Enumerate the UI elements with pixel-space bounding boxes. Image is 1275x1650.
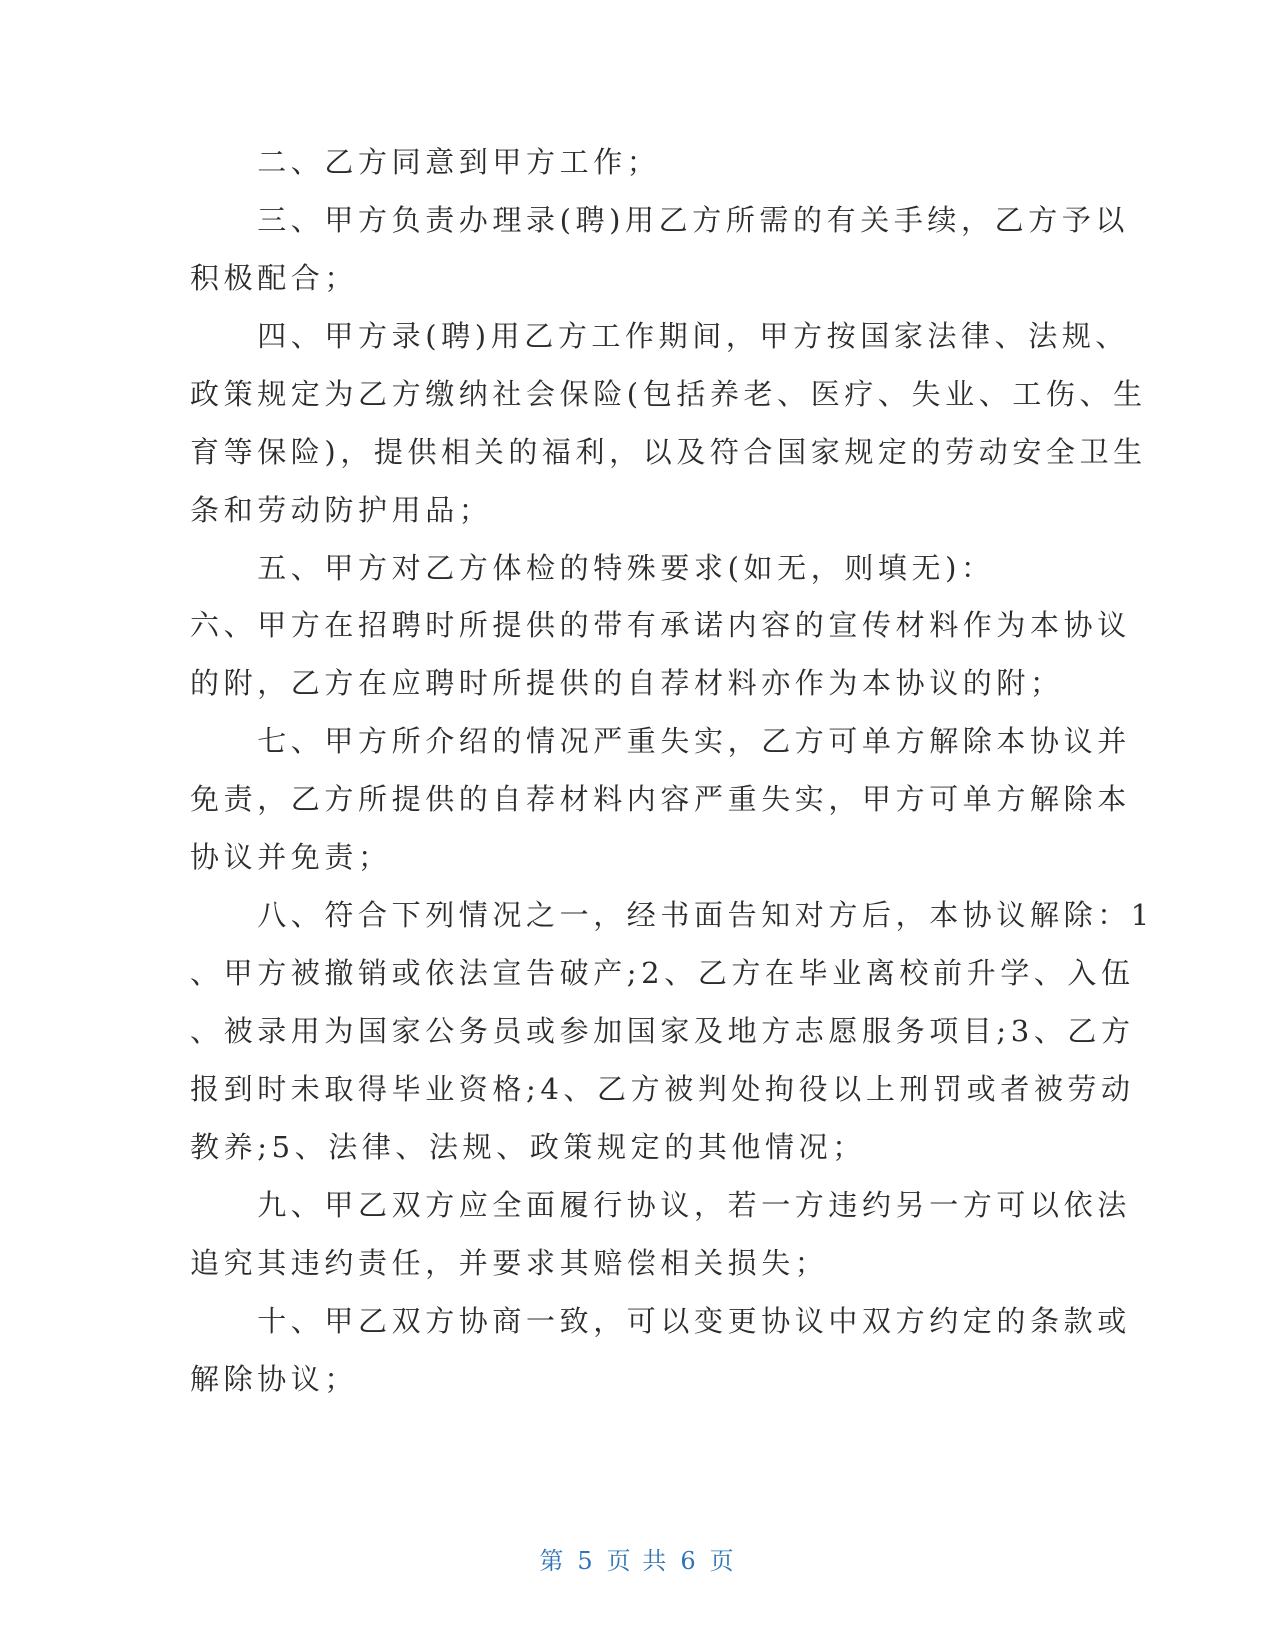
text-line: 八、符合下列情况之一，经书面告知对方后，本协议解除：1 (190, 898, 1154, 932)
text-line: 政策规定为乙方缴纳社会保险(包括养老、医疗、失业、工伤、生 (190, 377, 1147, 411)
text-line: 四、甲方录(聘)用乙方工作期间，甲方按国家法律、法规、 (190, 319, 1130, 353)
text-line: 、被录用为国家公务员或参加国家及地方志愿服务项目;3、乙方 (190, 1014, 1135, 1048)
text-line: 追究其违约责任，并要求其赔偿相关损失； (190, 1246, 829, 1280)
text-line: 积极配合； (190, 261, 359, 295)
text-line: 解除协议； (190, 1362, 359, 1396)
text-line: 二、乙方同意到甲方工作； (190, 145, 661, 179)
footer-current-page: 5 (577, 1547, 595, 1575)
text-line: 报到时未取得毕业资格;4、乙方被判处拘役以上刑罚或者被劳动 (190, 1072, 1135, 1106)
text-line: 免责，乙方所提供的自荐材料内容严重失实，甲方可单方解除本 (190, 782, 1131, 816)
text-line: 的附，乙方在应聘时所提供的自荐材料亦作为本协议的附； (190, 666, 1064, 700)
text-line: 七、甲方所介绍的情况严重失实，乙方可单方解除本协议并 (190, 724, 1131, 758)
text-line: 五、甲方对乙方体检的特殊要求(如无，则填无)： (190, 551, 995, 585)
text-line: 三、甲方负责办理录(聘)用乙方所需的有关手续，乙方予以 (190, 203, 1130, 237)
page-footer (0, 1541, 1275, 1576)
text-line: 条和劳动防护用品； (190, 493, 493, 527)
text-line: 、甲方被撤销或依法宣告破产;2、乙方在毕业离校前升学、入伍 (190, 956, 1135, 990)
footer-label-end: 页 (709, 1547, 736, 1575)
footer-label-page: 第 (539, 1547, 566, 1575)
text-line: 九、甲乙双方应全面履行协议，若一方违约另一方可以依法 (190, 1188, 1131, 1222)
footer-total-pages: 6 (680, 1547, 698, 1575)
text-line: 协议并免责； (190, 840, 392, 874)
text-line: 十、甲乙双方协商一致，可以变更协议中双方约定的条款或 (190, 1304, 1131, 1338)
text-line: 教养;5、法律、法规、政策规定的其他情况； (190, 1130, 866, 1164)
text-line: 育等保险)，提供相关的福利，以及符合国家规定的劳动安全卫生 (190, 435, 1147, 469)
text-line: 六、甲方在招聘时所提供的带有承诺内容的宣传材料作为本协议 (190, 608, 1131, 642)
footer-label-of: 页 共 (606, 1547, 669, 1575)
